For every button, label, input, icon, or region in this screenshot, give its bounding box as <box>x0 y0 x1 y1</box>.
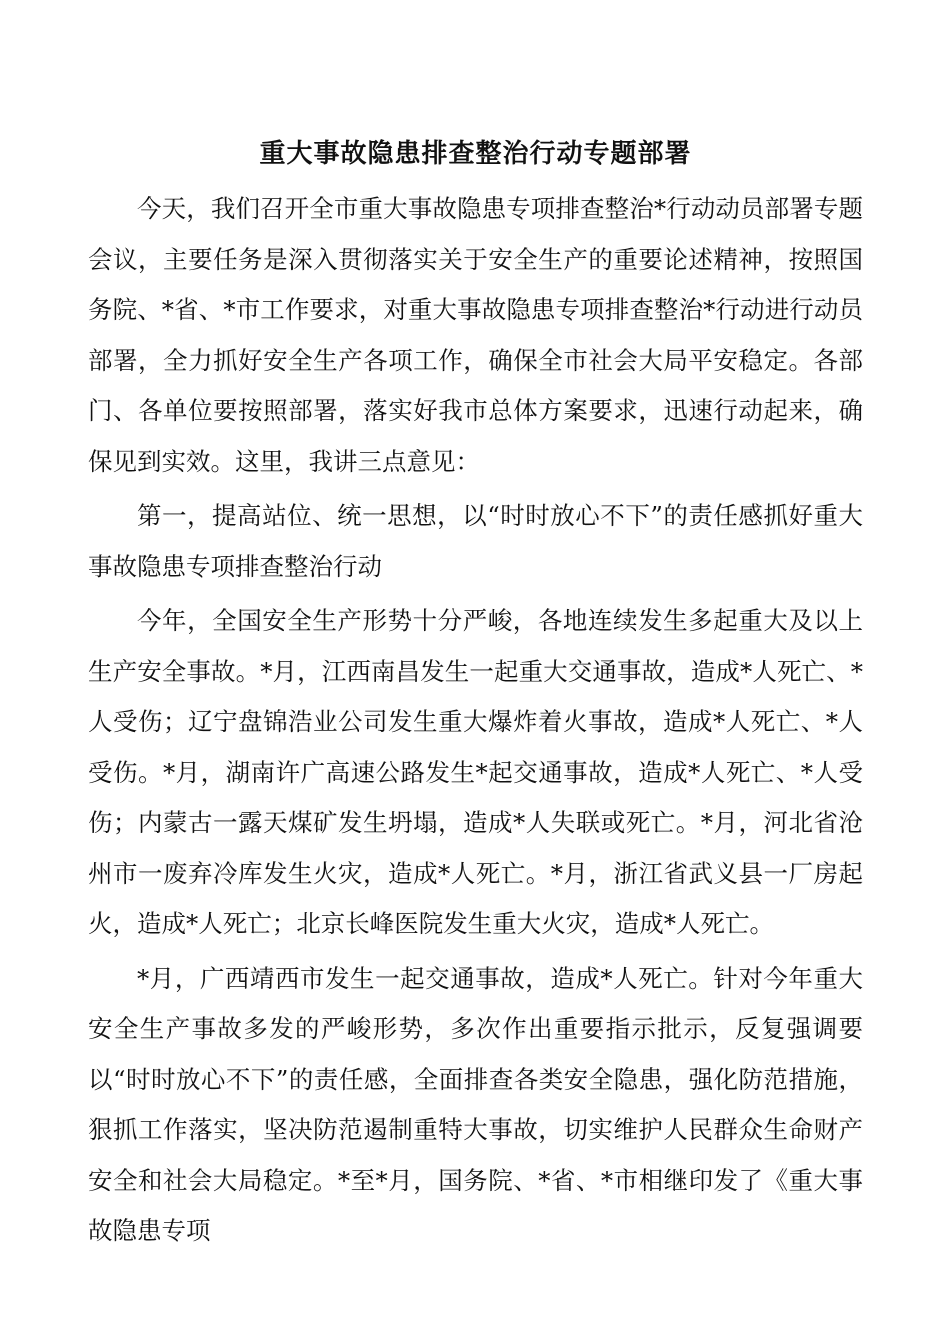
paragraph-accident-list: 今年，全国安全生产形势十分严峻，各地连续发生多起重大及以上生产安全事故。*月，江西南昌发生一起重大交通事故，造成*人死亡、*人受伤；辽宁盘锦浩业公司发生重大爆炸着火事故，造成*人死亡、*人受伤。*月，湖南许广高速公路发生*起交通事故，造成*人死亡、*人受伤；内蒙古一露天煤矿发生坍塌，造成*人失联或死亡。*月，河北省沧州市一废弃冷库发生火灾，造成*人死亡。*月，浙江省武义县一厂房起火，造成*人死亡；北京长峰医院发生重大火灾，造成*人死亡。 <box>88 606 863 938</box>
paragraph-instructions: *月，广西靖西市发生一起交通事故，造成*人死亡。针对今年重大安全生产事故多发的严峻形势，多次作出重要指示批示，反复强调要以“时时放心不下”的责任感，全面排查各类安全隐患，强化防范措施，狠抓工作落实，坚决防范遏制重特大事故，切实维护人民群众生命财产安全和社会大局稳定。*至*月，国务院、*省、*市相继印发了《重大事故隐患专项 <box>88 963 863 1245</box>
document-title: 重大事故隐患排查整治行动专题部署 <box>259 139 692 169</box>
paragraph-section-heading-1: 第一，提高站位、统一思想，以“时时放心不下”的责任感抓好重大事故隐患专项排查整治行动 <box>88 501 863 581</box>
document-page <box>88 130 863 1257</box>
paragraph-opening: 今天，我们召开全市重大事故隐患专项排查整治*行动动员部署专题会议，主要任务是深入贯彻落实关于安全生产的重要论述精神，按照国务院、*省、*市工作要求，对重大事故隐患专项排查整治*行动进行动员部署，全力抓好安全生产各项工作，确保全市社会大局平安稳定。各部门、各单位要按照部署，落实好我市总体方案要求，迅速行动起来，确保见到实效。这里，我讲三点意见： <box>88 194 863 476</box>
